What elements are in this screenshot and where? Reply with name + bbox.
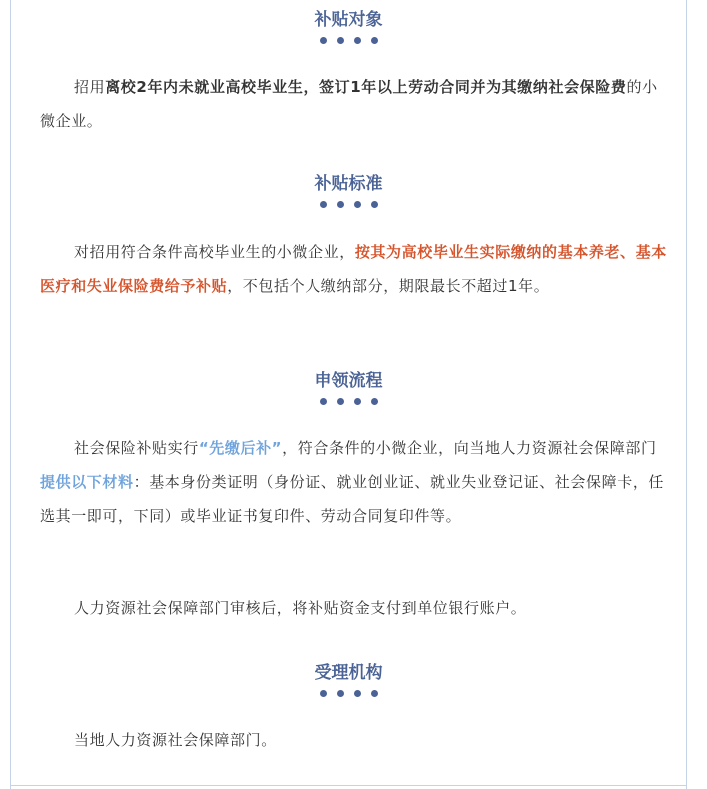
text-normal: 对招用符合条件高校毕业生的小微企业，	[74, 243, 355, 261]
text-normal: 的小微企业。	[40, 78, 658, 130]
paragraph-process-review	[40, 591, 668, 625]
dot-decoration	[354, 398, 361, 405]
text-normal: 当地人力资源社会保障部门。	[74, 731, 277, 749]
dot-decoration	[337, 37, 344, 44]
section-title-standard: 补贴标准	[314, 174, 383, 194]
section-title-agency: 受理机构	[314, 663, 383, 683]
paragraph-target	[40, 70, 668, 138]
section-dots-standard	[10, 200, 687, 208]
text-bold: 离校2年内未就业高校毕业生，签订1年以上劳动合同并为其缴纳社会保险费	[105, 78, 627, 96]
text-normal: 人力资源社会保障部门审核后，将补贴资金支付到单位银行账户。	[74, 599, 527, 617]
text-highlight-blue: “先缴后补”	[198, 439, 283, 457]
dot-decoration	[320, 37, 327, 44]
section-dots-process	[10, 397, 687, 405]
dot-decoration	[371, 398, 378, 405]
dot-decoration	[371, 201, 378, 208]
dot-decoration	[371, 37, 378, 44]
dot-decoration	[320, 690, 327, 697]
dot-decoration	[337, 690, 344, 697]
dot-decoration	[320, 201, 327, 208]
dot-decoration	[337, 398, 344, 405]
text-normal: ：基本身份类证明（身份证、就业创业证、就业失业登记证、社会保障卡，任选其一即可，下同）或毕业证书复印件、劳动合同复印件等。	[40, 473, 665, 525]
text-normal: ，符合条件的小微企业，向当地人力资源社会保障部门	[282, 439, 657, 457]
section-title-process: 申领流程	[314, 371, 383, 391]
text-highlight-blue: 提供以下材料	[40, 473, 134, 491]
dot-decoration	[337, 201, 344, 208]
bottom-divider	[10, 785, 687, 786]
section-title-target: 补贴对象	[314, 10, 383, 30]
paragraph-agency	[40, 723, 668, 757]
text-highlight-red: 按其为高校毕业生实际缴纳的基本养老、基本医疗和失业保险费给予补贴	[40, 243, 667, 295]
dot-decoration	[354, 201, 361, 208]
paragraph-standard	[40, 235, 668, 303]
text-normal: 社会保险补贴实行	[74, 439, 199, 457]
dot-decoration	[320, 398, 327, 405]
section-dots-agency	[10, 689, 687, 697]
text-normal: ，不包括个人缴纳部分，期限最长不超过1年。	[227, 277, 550, 295]
text-normal: 招用	[74, 78, 106, 96]
section-dots-target	[10, 36, 687, 44]
dot-decoration	[354, 690, 361, 697]
paragraph-process	[40, 431, 668, 533]
dot-decoration	[354, 37, 361, 44]
dot-decoration	[371, 690, 378, 697]
